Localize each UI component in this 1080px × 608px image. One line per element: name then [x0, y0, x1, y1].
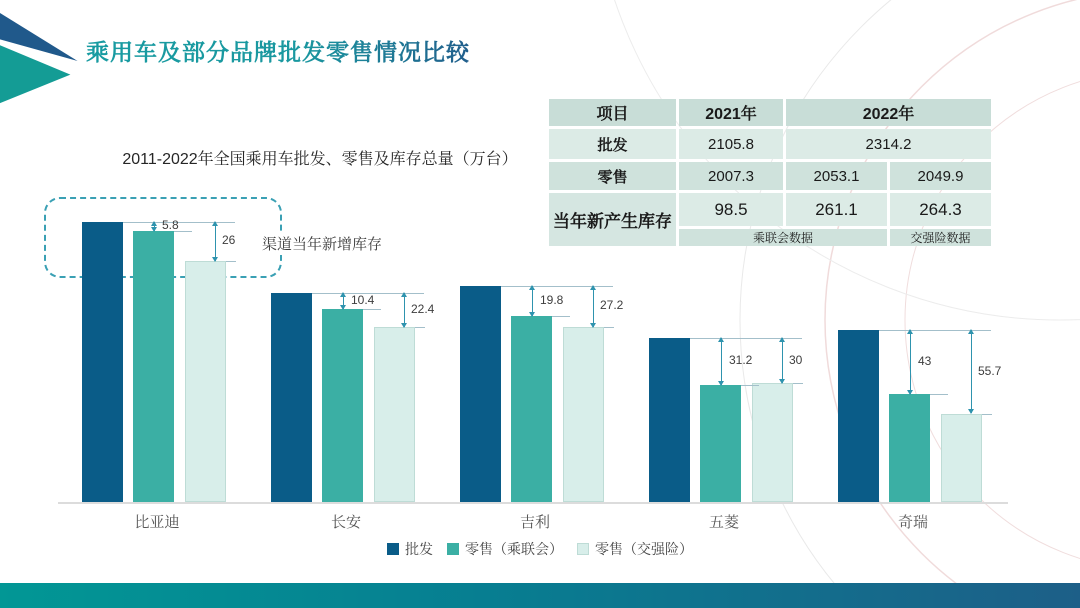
dimension-line-retail-cpca-top — [363, 309, 381, 310]
chart-legend — [0, 539, 1080, 559]
legend-swatch-icon — [387, 543, 399, 555]
gap-label-cpca: 10.4 — [351, 292, 375, 307]
legend-label: 零售（交强险） — [595, 541, 693, 557]
dimension-line-wholesale-top — [501, 286, 613, 287]
table-cell-wholesale-2022: 2314.2 — [786, 129, 991, 159]
footer-gradient-bar — [0, 583, 1080, 608]
category-label: 比亚迪 — [134, 514, 180, 531]
bar-吉利-批发 — [460, 286, 501, 502]
table-source-ctpl: 交强险数据 — [890, 229, 991, 246]
gap-label-cpca: 19.8 — [540, 292, 564, 307]
legend-item — [387, 539, 433, 559]
dimension-arrow-cpca — [721, 338, 722, 385]
table-row-label-new-inventory: 当年新产生库存 — [549, 193, 676, 246]
dimension-line-retail-ctpl-top — [226, 261, 236, 262]
chevron-arrow-decoration — [0, 10, 80, 108]
dimension-arrow-cpca — [343, 293, 344, 309]
bar-比亚迪-批发 — [82, 222, 123, 502]
bar-奇瑞-零售（乘联会） — [889, 394, 930, 502]
dimension-arrow-cpca — [532, 286, 533, 316]
dimension-arrow-ctpl — [404, 293, 405, 327]
table-cell-retail-2022-cpca: 2053.1 — [786, 162, 887, 190]
bar-长安-零售（交强险） — [374, 327, 415, 502]
table-header-2021: 2021年 — [679, 99, 783, 126]
bar-长安-批发 — [271, 293, 312, 502]
dimension-line-retail-ctpl-top — [415, 327, 425, 328]
data-table — [546, 96, 994, 249]
gap-label-cpca: 43 — [918, 354, 932, 369]
dimension-line-retail-cpca-top — [552, 316, 570, 317]
bar-奇瑞-批发 — [838, 330, 879, 502]
table-cell-inventory-2021: 98.5 — [679, 193, 783, 226]
callout-label: 渠道当年新增库存 — [258, 232, 386, 255]
dimension-arrow-cpca — [910, 330, 911, 395]
gap-label-cpca: 31.2 — [729, 353, 753, 368]
table-source-cpca: 乘联会数据 — [679, 229, 887, 246]
table-header-2022: 2022年 — [786, 99, 991, 126]
dimension-line-wholesale-top — [690, 338, 802, 339]
table-row-label-wholesale: 批发 — [549, 129, 676, 159]
gap-label-ctpl: 55.7 — [978, 363, 1002, 378]
dimension-line-retail-ctpl-top — [982, 414, 992, 415]
table-cell-inventory-2022-cpca: 261.1 — [786, 193, 887, 226]
dimension-arrow-ctpl — [593, 286, 594, 327]
bar-长安-零售（乘联会） — [322, 309, 363, 502]
dimension-line-retail-ctpl-top — [604, 327, 614, 328]
category-label: 奇瑞 — [897, 514, 928, 531]
x-axis-line — [58, 502, 1008, 504]
table-cell-retail-2022-ctpl: 2049.9 — [890, 162, 991, 190]
dimension-line-retail-cpca-top — [930, 394, 948, 395]
gap-label-ctpl: 27.2 — [600, 298, 624, 313]
page-title: 乘用车及部分品牌批发零售情况比较 — [86, 34, 470, 67]
legend-item — [447, 539, 563, 559]
bar-比亚迪-零售（乘联会） — [133, 231, 174, 502]
bar-五菱-批发 — [649, 338, 690, 502]
bar-奇瑞-零售（交强险） — [941, 414, 982, 503]
table-cell-retail-2021: 2007.3 — [679, 162, 783, 190]
dimension-arrow-ctpl — [971, 330, 972, 414]
table-header-item: 项目 — [549, 99, 676, 126]
gap-label-ctpl: 26 — [222, 233, 236, 248]
gap-label-cpca: 5.8 — [162, 218, 179, 233]
legend-swatch-icon — [447, 543, 459, 555]
legend-item — [577, 539, 693, 559]
table-cell-inventory-2022-ctpl: 264.3 — [890, 193, 991, 226]
dimension-line-retail-ctpl-top — [793, 383, 803, 384]
dimension-arrow-ctpl — [782, 338, 783, 383]
dimension-line-retail-cpca-top — [741, 385, 759, 386]
chart-title: 2011-2022年全国乘用车批发、零售及库存总量（万台） — [122, 151, 518, 168]
table-row-label-retail: 零售 — [549, 162, 676, 190]
gap-label-ctpl: 22.4 — [411, 301, 435, 316]
dimension-arrow-cpca — [154, 222, 155, 231]
bar-五菱-零售（交强险） — [752, 383, 793, 502]
table-cell-wholesale-2021: 2105.8 — [679, 129, 783, 159]
bar-五菱-零售（乘联会） — [700, 385, 741, 502]
legend-label: 批发 — [405, 541, 433, 557]
dimension-line-wholesale-top — [879, 330, 991, 331]
dimension-arrow-ctpl — [215, 222, 216, 261]
bar-吉利-零售（交强险） — [563, 327, 604, 502]
category-label: 吉利 — [519, 514, 550, 531]
category-label: 长安 — [330, 514, 361, 531]
dimension-line-wholesale-top — [123, 222, 235, 223]
bar-吉利-零售（乘联会） — [511, 316, 552, 502]
category-label: 五菱 — [708, 514, 739, 531]
gap-label-ctpl: 30 — [789, 352, 803, 367]
bar-比亚迪-零售（交强险） — [185, 261, 226, 502]
legend-swatch-icon — [577, 543, 589, 555]
legend-label: 零售（乘联会） — [465, 541, 563, 557]
